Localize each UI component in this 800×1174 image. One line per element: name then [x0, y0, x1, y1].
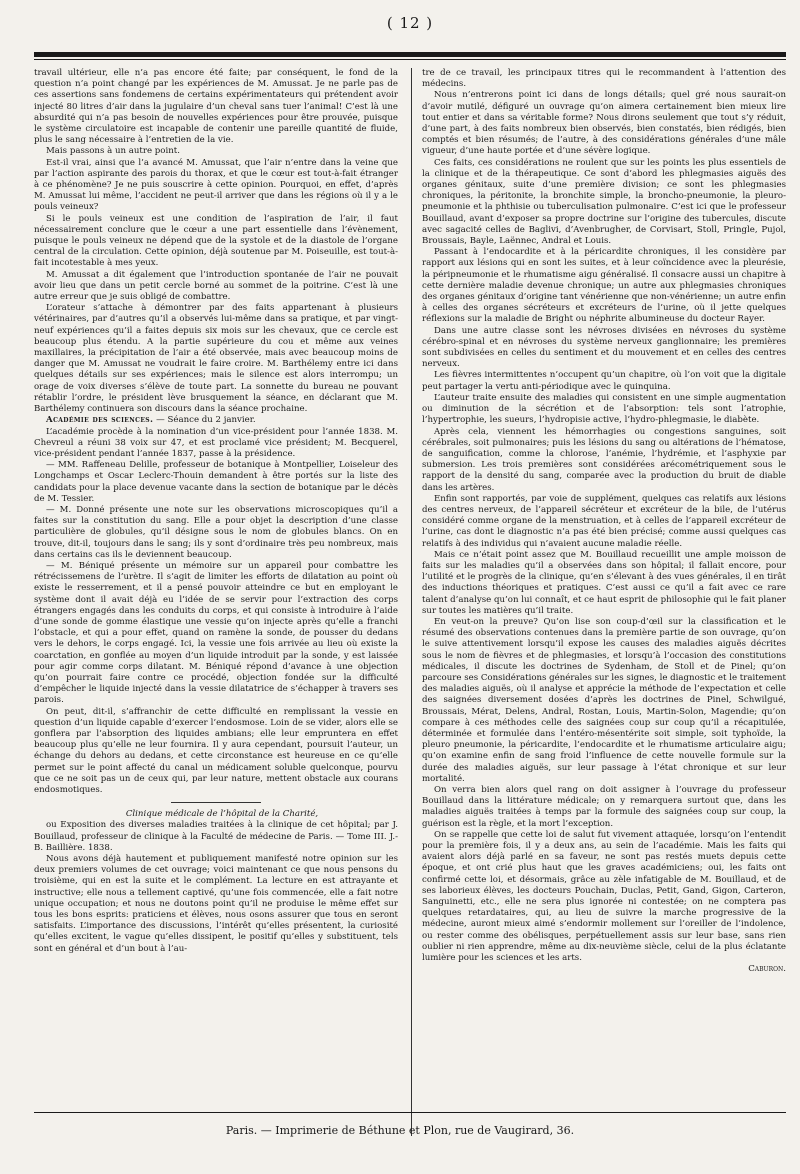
paragraph: Les fièvres intermittentes n’occupent qu’un chapitre, où l’on voit que la digitale peut partager la vertu anti-périodique avec le quinquina.	[422, 370, 786, 392]
review-title: Clinique médicale de l’hôpital de la Charité,	[125, 809, 319, 820]
paragraph: M. Amussat a dit également que l’introduction spontanée de l’air ne pouvait avoir lieu que dans un petit cercle borné au sommet de la poitrine. C’est là une autre erreur que je suis obligé de combattre.	[34, 269, 398, 303]
paragraph: L’orateur s’attache à démontrer par des faits appartenant à plusieurs vétérinaires, par d’autres qu’il a observés lui-même dans sa pratique, et par vingt-neuf expériences qu’il a faites depuis six mois sur les chevaux, que ce cercle est beaucoup plus étendu. A la partie supérieure du cou et même aux veines maxillaires, la précipitation de l’air a été observée, mais avec beaucoup moins de danger que M. Amussat ne voudrait le faire croire. M. Barthélemy entre ici dans quelques détails sur ses expériences; mais le silence est alors interrompu; un orage de voix diverses s’élève de toute part. La sonnette du bureau ne pouvant rétablir l’ordre, le président lève brusquement la séance, en déclarant que M. Barthélemy continuera son discours dans la séance prochaine.	[34, 303, 398, 415]
page-number: ( 12 )	[386, 14, 434, 32]
paragraph: Dans une autre classe sont les névroses divisées en névroses du système cérébro-spinal et en névroses du système nerveux ganglionnaire; les premières sont subdivisées en celles du sentiment et du mouvement et en celles des centres nerveux.	[422, 325, 786, 370]
text-columns	[34, 68, 786, 975]
academy-session-date: — Séance du 2 janvier.	[153, 415, 256, 426]
paragraph: On se rappelle que cette loi de salut fut vivement attaquée, lorsqu’on l’entendit pour la première fois, il y a deux ans, au sein de l’académie. Mais les faits qui avaient alors déjà parlé en sa faveur, ne sont pas restés muets depuis cette époque, et ont crié plus haut que les graves académiciens; oui, les faits ont confirmé cette loi, et désormais, grâce au zèle infatigable de M. Bouillaud, et de ses laborieux élèves, les docteurs Pouchain, Duclas, Petit, Gand, Gigon, Carteron, Sanguinetti, etc., elle ne sera plus ignorée ni contestée; on ne comptera pas quelques retardataires, qui, au lieu de suivre la marche progressive de la médecine, auront mieux aimé s’endormir mollement sur l’oreiller de l’indolence, ou rester comme des obélisques, perpétuellement assis sur leur base, sans rien oublier ni rien apprendre, même au dix-neuvième siècle, celui de la plus éclatante lumière pour les sciences et les arts.	[422, 829, 786, 964]
paragraph: L’académie procède à la nomination d’un vice-président pour l’année 1838. M. Chevreul a réuni 38 voix sur 47, et est proclamé vice président; M. Becquerel, vice-président pendant l’année 1837, passe à la présidence.	[34, 426, 398, 459]
author-signature: Caburon.	[748, 964, 786, 975]
paragraph: On peut, dit-il, s’affranchir de cette difficulté en remplissant la vessie en question d’un liquide capable d’exercer l’endosmose. Loin de se vider, alors elle se gonflera par l’absorption des liquides ambians; elle leur empruntera en effet beaucoup plus qu’elle ne leur fournira. Il y aura cependant, poursuit l’auteur, un échange du dehors au dedans, et cette circonstance est heureuse en ce qu’elle permet sur le point affecté du canal un médicament soluble quelconque, pourvu que ce ne soit pas un de ceux qui, par leur nature, mettent obstacle aux courans endosmotiques.	[34, 706, 398, 795]
header-rule-thick	[34, 52, 786, 57]
paragraph: Mais ce n’était point assez que M. Bouillaud recueillit une ample moisson de faits sur les maladies qu’il a observées dans son hôpital; il fallait encore, pour l’utilité et le progrès de la clinique, qu’en s’élevant à des vues générales, il en tirât des inductions théoriques et pratiques. C’est aussi ce qu’il a fait avec ce rare talent d’analyse qu’on lui connaît, et ce haut esprit de philosophie qui le fait planer sur toutes les matières qu’il traite.	[422, 549, 786, 616]
paragraph: — MM. Raffeneau Delille, professeur de botanique à Montpellier, Loiseleur des Longchamps et Oscar Leclerc-Thouin demandent à être portés sur la liste des candidats pour la place devenue vacante dans la section de botanique par le décès de M. Tessier.	[34, 460, 398, 504]
paragraph: L’auteur traite ensuite des maladies qui consistent en une simple augmentation ou diminution de la sécrétion et de l’absorption: tels sont l’atrophie, l’hypertrophie, les sueurs, l’hydropisie active, l’hydro-phlegmasie, le diabète.	[422, 392, 786, 426]
newspaper-page	[34, 14, 786, 975]
printer-footer: Paris. — Imprimerie de Béthune et Plon, rue de Vaugirard, 36.	[225, 1124, 575, 1137]
paragraph: Nous avons déjà hautement et publiquement manifesté notre opinion sur les deux premiers volumes de cet ouvrage; voici maintenant ce que nous pensons du troisième, qui en est la suite et le complément. La lecture en est attrayante et instructive; elle nous a tellement captivé, qu’une fois commencée, elle a fait notre unique occupation; et nous ne doutons point qu’il ne produise le même effet sur tous les bons esprits: praticiens et élèves, nous osons assurer que tous en seront satisfaits. L’importance des discussions, l’intérêt qu’elles présentent, la curiosité qu’elles excitent, le vague qu’elles dissipent, le positif qu’elles y substituent, tels sont en général et d’un bout à l’au-	[34, 854, 398, 954]
paragraph: travail ultérieur, elle n’a pas encore été faite; par conséquent, le fond de la question n’a point changé par les expériences de M. Amussat. Je ne parle pas de ces assertions sans fondemens de certains expérimentateurs qui prétendent avoir injecté 80 litres d’air dans la jugulaire d’un cheval sans tuer l’animal! C’est là une absurdité qui n’a pas besoin de nouvelles expériences pour être prouvée, puisque le système circulatoire est incapable de contenir une pareille quantité de fluide, plus le sang nécessaire à l’entretien de la vie.	[34, 68, 398, 146]
paragraph: — M. Donné présente une note sur les observations microscopiques qu’il a faites sur la constitution du sang. Elle a pour objet la description d’une classe particulière de globules, qu’il désigne sous le nom de globules blancs. On en trouve, dit-il, toujours dans le sang; ils y sont d’ordinaire très peu nombreux, mais dans certains cas ils le deviennent beaucoup.	[34, 504, 398, 560]
paragraph: Enfin sont rapportés, par voie de supplément, quelques cas relatifs aux lésions des centres nerveux, de l’appareil sécréteur et excréteur de la bile, de l’utérus considéré comme organe de la menstruation, et à celles de l’appareil excréteur de l’urine, cas dont le diagnostic n’a pas été bien précisé; comme aussi quelques cas relatifs à des individus qui n’avaient aucune maladie réelle.	[422, 493, 786, 549]
academy-section-heading	[34, 415, 398, 426]
column-divider	[411, 68, 412, 1136]
paragraph: Est-il vrai, ainsi que l’a avancé M. Amussat, que l’air n’entre dans la veine que par l’action aspirante des parois du thorax, et que le cœur est tout-à-fait étranger à ce phénomène? Je ne puis souscrire à cette opinion. Pourquoi, en effet, d’après M. Amussat lui même, l’accident ne peut-il arriver que dans les régions où il y a le pouls veineux?	[34, 157, 398, 213]
review-citation: ou Exposition des diverses maladies traitées à la clinique de cet hôpital; par J. Bouillaud, professeur de clinique à la Faculté de médecine de Paris. — Tome III. J.-B. Baillière. 1838.	[34, 820, 398, 853]
academy-label: Académie des sciences.	[46, 415, 154, 426]
paragraph: Ces faits, ces considérations ne roulent que sur les points les plus essentiels de la clinique et de la thérapeutique. Ce sont d’abord les phlegmasies aiguës des organes génitaux, suite d’une première division; ce sont les phlegmasies chroniques, la péritonite, la bronchite simple, la broncho-pneumonie, la pleuro-pneumonie et la phthisie ou tuberculisation pulmonaire. C’est ici que le professeur Bouillaud, avant d’exposer sa propre doctrine sur l’origine des tubercules, discute avec sagacité celles de Baglivi, d’Avenbrugher, de Corvisart, Stoll, Pringle, Pujol, Broussais, Bayle, Laënnec, Andral et Louis.	[422, 157, 786, 247]
paragraph: Si le pouls veineux est une condition de l’aspiration de l’air, il faut nécessairement conclure que le cœur a une part essentielle dans l’évènement, puisque le pouls veineux ne dépend que de la systole et de la diastole de l’organe central de la circulation. Cette opinion, déjà soutenue par M. Poiseuille, est tout-à-fait incotestable à mes yeux.	[34, 213, 398, 269]
section-separator	[171, 802, 261, 803]
paragraph: Passant à l’endocardite et à la péricardite chroniques, il les considère par rapport aux lésions qui en sont les suites, et à leur coïncidence avec la pleurésie, la péripneumonie et le rhumatisme aigu généralisé. Il consacre aussi un chapitre à cette dernière maladie devenue chronique; un autre aux phlegmasies chroniques des organes génitaux d’origine tant vénérienne que non-vénérienne; un autre enfin à celles des organes sécréteurs et excréteurs de l’urine, où il jette quelques réflexions sur la maladie de Bright ou néphrite albumineuse du docteur Rayer.	[422, 247, 786, 325]
paragraph: En veut-on la preuve? Qu’on lise son coup-d’œil sur la classification et le résumé des observations contenues dans la première partie de son ouvrage, qu’on le suive attentivement lorsqu’il expose les causes des maladies aiguës décrites sous le nom de fièvres et de phlegmasies, et lorsqu’à l’occasion des constitutions médicales, il discute les doctrines de Sydenham, de Stoll et de Pinel; qu’on parcoure ses Considérations générales sur les signes, le diagnostic et le traitement des maladies aiguës, où il analyse et apprécie la méthode de l’expectation et celle des saignées diversement dosées d’après les doctrines de Pinel, Schwilgué, Broussais, Mérat, Delens, Andral, Rostan, Louis, Martin-Solon, Magendie; qu’on compare à ces méthodes celle des saignées coup sur coup qu’il a récapitulée, déterminée et formulée dans l’entéro-mésentérite soit simple, soit typhoïde, la pleuro pneumonie, la péricardite, l’endocardite et le rhumatisme articulaire aigu; qu’on examine enfin de sang froid l’influence de cette nouvelle formule sur la durée des maladies aiguës, sur leur passage à l’état chronique et sur leur mortalité.	[422, 616, 786, 784]
left-column	[34, 68, 398, 975]
paragraph: Nous n’entrerons point ici dans de longs détails; quel gré nous saurait-on d’avoir mutilé, défiguré un ouvrage qu’on aimera certainement bien mieux lire tout entier et dans sa véritable forme? Nous dirons seulement que tout s’y réduit, d’une part, à des faits nombreux bien observés, bien constatés, bien rédigés, bien comptés et bien résumés; de l’autre, à des considérations générales d’une mâle vigueur, d’une haute portée et d’une sévère logique.	[422, 90, 786, 157]
paragraph: — M. Béniqué présente un mémoire sur un appareil pour combattre les rétrécissemens de l’urètre. Il s’agit de limiter les efforts de dilatation au point où existe le resserrement, et il a pensé pouvoir atteindre ce but en employant le système dont il avait déjà eu l’idée de se servir pour l’extraction des corps étrangers engagés dans les conduits du corps, et qui consiste à introduire à l’aide d’une sonde de gomme élastique une vessie qu’on injecte après qu’elle a franchi l’obstacle, et qui a pour effet, quand on ramène la sonde, de pousser du dedans vers le dehors, le corps engagé. Ici, la vessie une fois arrivée au lieu où existe la coarctation, en gonflée au moyen d’un liquide introduit par la sonde, y est laissée pour agir comme corps dilatant. M. Béniqué répond d’avance à une objection qu’on pourrait faire contre ce procédé, objection fondée sur la difficulté d’empêcher le liquide injecté dans la vessie dilatatrice de s’échapper à travers ses parois.	[34, 560, 398, 706]
right-column	[422, 68, 786, 975]
footer-rule	[34, 1112, 786, 1113]
paragraph: Après cela, viennent les hémorrhagies ou congestions sanguines, soit cérébrales, soit pulmonaires; puis les lésions du sang ou altérations de l’hématose, de sanguification, comme la chlorose, l’anémie, l’hydrémie, et l’asphyxie par submersion. Les trois premières sont considérées arécométriquement sous le rapport de la densité du sang, comparée avec la production du bruit de diable dans les artères.	[422, 426, 786, 493]
paragraph: Mais passons à un autre point.	[46, 146, 180, 157]
paragraph: On verra bien alors quel rang on doit assigner à l’ouvrage du professeur Bouillaud dans la littérature médicale; on y remarquera surtout que, dans les maladies aiguës traitées à temps par la formule des saignées coup sur coup, la guérison est la règle, et la mort l’exception.	[422, 785, 786, 829]
header-rule-thin	[34, 59, 786, 60]
paragraph: tre de ce travail, les principaux titres qui le recommandent à l’attention des médecins.	[422, 68, 786, 90]
